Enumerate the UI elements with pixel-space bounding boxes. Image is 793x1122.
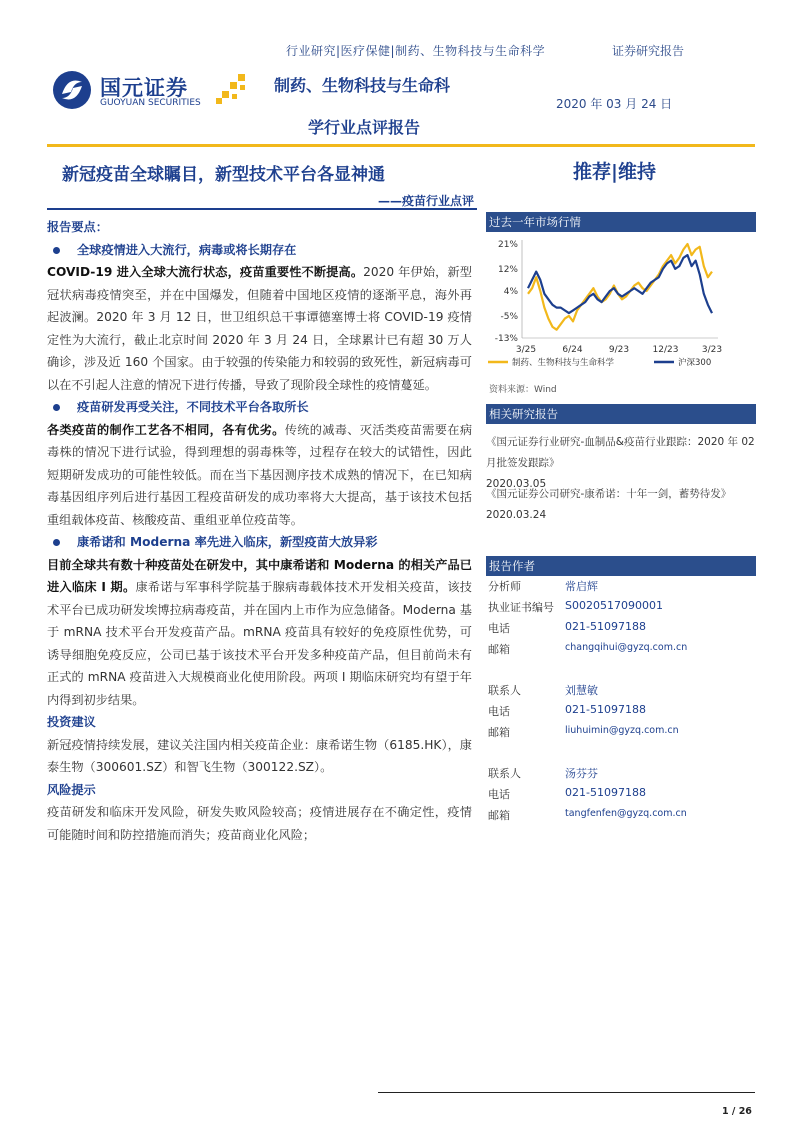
industry-title-line2: 学行业点评报告	[308, 118, 421, 137]
header-divider	[47, 144, 755, 147]
point-body: 传统的减毒、灭活类疫苗需要在病毒株的情况下进行试验，得到理想的弱毒株等，过程存在较大的试错性，因此短期研发成功的可能性较低。而在当下基因测序技术成熟的情况下，在已知病毒基因组序列后进行基因工程疫苗研发的成功率将大大提高，基于该技术包括重组载体疫苗、核酸疫苗、重组亚单位疫苗等。	[47, 422, 473, 527]
author-header: 报告作者	[486, 556, 756, 576]
point-paragraph	[47, 261, 472, 396]
invest-body: 新冠疫情持续发展，建议关注国内相关疫苗企业：康希诺生物（6185.HK），康泰生物（300601.SZ）和智飞生物（300122.SZ）。	[47, 737, 472, 774]
point-heading: 全球疫情进入大流行，病毒或将长期存在	[47, 239, 472, 262]
footer-divider	[378, 1092, 755, 1093]
cert-number: S0020517090001	[565, 599, 663, 612]
mail-label: 邮箱	[488, 643, 510, 656]
header-category: 行业研究|医疗保健|制药、生物科技与生命科学	[286, 44, 546, 58]
phone-number: 021-51097188	[565, 703, 646, 716]
page-number: 1 / 26	[722, 1106, 752, 1117]
legend-label: 沪深300	[678, 358, 712, 368]
related-research-header: 相关研究报告	[486, 404, 756, 424]
brand-name-en: GUOYUAN SECURITIES	[100, 98, 201, 108]
related-report	[486, 484, 761, 526]
gold-squares-icon	[214, 72, 254, 106]
related-report-date: 2020.03.24	[486, 509, 547, 521]
contact-name: 汤芬芬	[565, 767, 598, 780]
x-tick-label: 3/25	[515, 345, 537, 355]
mail-row	[488, 641, 758, 661]
phone-row	[488, 620, 758, 640]
email-link[interactable]: liuhuimin@gyzq.com.cn	[565, 725, 679, 736]
point-lead: 目前全球共有数十种疫苗处在研发中，其中康希诺和 Moderna 的相关产品已进入临床 I 期。	[47, 557, 472, 594]
point-body: 康希诺与军事科学院基于腺病毒载体技术开发相关疫苗，该技术平台已成功研发埃博拉病毒疫苗，并在国内上市作为应急储备。Moderna 基于 mRNA 技术平台开发疫苗产品。mRNA 疫苗具有较好的免疫原性优势，可诱导细胞免疫反应，公司已基于该技术平台开发多种疫苗产品，但目前尚未有正式的 mRNA 疫苗进入大规模商业化使用阶段。两项 I 期临床研究均有望于年内得到初步结果。	[47, 580, 472, 707]
risk-body: 疫苗研发和临床开发风险，研发失败风险较高；疫情进展存在不确定性，疫情可能随时间和防控措施而消失；疫苗商业化风险；	[47, 805, 472, 842]
phone-label: 电话	[488, 788, 510, 801]
guoyuan-logo-icon	[50, 68, 98, 114]
phone-number: 021-51097188	[565, 786, 646, 799]
point-body: 2020 年伊始，新型冠状病毒疫情突至，并在中国爆发，但随着中国地区疫情的逐渐平息，海外再起波澜。2020 年 3 月 12 日，世卫组织总干事谭德塞博士将 COVID-19 疫情定性为大流行，截止北京时间 2020 年 3 月 24 日，全球累计已有超 30 万人确诊，涉及近 160 个国家。由于较强的传染能力和较弱的致死性，新冠病毒可以在不引起人注意的情况下进行传播，导致了现阶段全球性的疫情蔓延。	[47, 265, 472, 392]
rating: 推荐|维持	[573, 161, 656, 183]
legend-label: 制药、生物科技与生命科学	[512, 358, 615, 368]
x-tick-label: 9/23	[608, 345, 630, 355]
mail-row	[488, 807, 758, 827]
related-report-date: 2020.03.05	[486, 478, 547, 490]
mail-row	[488, 724, 758, 744]
y-tick-label: -5%	[500, 311, 518, 322]
report-date: 2020 年 03 月 24 日	[556, 97, 673, 111]
cert-label: 执业证书编号	[488, 601, 554, 614]
email-link[interactable]: tangfenfen@gyzq.com.cn	[565, 808, 687, 819]
header-report-type: 证券研究报告	[612, 44, 685, 58]
phone-row	[488, 703, 758, 723]
analyst-row	[488, 578, 758, 598]
market-chart-header: 过去一年市场行情	[486, 212, 756, 232]
series-line	[528, 255, 712, 313]
related-report-title[interactable]: 《国元证券公司研究-康希诺：十年一剑，蓄势待发》	[486, 488, 732, 500]
analyst-name: 常启辉	[565, 580, 598, 593]
phone-label: 电话	[488, 622, 510, 635]
y-tick-label: 12%	[497, 264, 518, 275]
market-chart	[486, 232, 756, 382]
risk-label: 风险提示	[47, 782, 96, 797]
role-label: 分析师	[488, 580, 521, 593]
x-tick-label: 6/24	[562, 345, 583, 355]
industry-title-line1: 制药、生物科技与生命科	[274, 76, 451, 95]
title-divider	[47, 208, 477, 210]
point-lead: 各类疫苗的制作工艺各不相同，各有优劣。	[47, 422, 285, 437]
related-report-title[interactable]: 《国元证券行业研究-血制品&疫苗行业跟踪：2020 年 02 月批签发跟踪》	[486, 436, 755, 469]
x-tick-label: 3/23	[701, 345, 723, 355]
report-summary	[47, 216, 472, 846]
report-subtitle: ——疫苗行业点评	[378, 194, 475, 208]
point-lead: COVID-19 进入全球大流行状态，疫苗重要性不断提高。	[47, 265, 364, 279]
y-tick-label: -13%	[494, 334, 518, 344]
y-tick-label: 4%	[503, 287, 518, 297]
phone-number: 021-51097188	[565, 620, 646, 633]
role-label: 联系人	[488, 767, 521, 780]
contact-name: 刘慧敏	[565, 684, 598, 697]
chart-source: 资料来源：Wind	[489, 385, 557, 395]
mail-label: 邮箱	[488, 809, 510, 822]
y-tick-label: 21%	[497, 240, 518, 250]
contact-row	[488, 682, 758, 702]
summary-label: 报告要点：	[47, 220, 108, 234]
point-paragraph	[47, 419, 472, 532]
brand-name: 国元证券	[100, 76, 188, 100]
point-paragraph	[47, 554, 472, 712]
point-heading: 康希诺和 Moderna 率先进入临床，新型疫苗大放异彩	[47, 531, 472, 554]
mail-label: 邮箱	[488, 726, 510, 739]
phone-label: 电话	[488, 705, 510, 718]
x-tick-label: 12/23	[652, 345, 679, 355]
cert-row	[488, 599, 758, 619]
invest-label: 投资建议	[47, 715, 96, 729]
report-title: 新冠疫苗全球瞩目，新型技术平台各显神通	[62, 165, 385, 185]
phone-row	[488, 786, 758, 806]
role-label: 联系人	[488, 684, 521, 697]
contact-row	[488, 765, 758, 785]
email-link[interactable]: changqihui@gyzq.com.cn	[565, 642, 688, 653]
point-heading: 疫苗研发再受关注，不同技术平台各取所长	[47, 396, 472, 419]
